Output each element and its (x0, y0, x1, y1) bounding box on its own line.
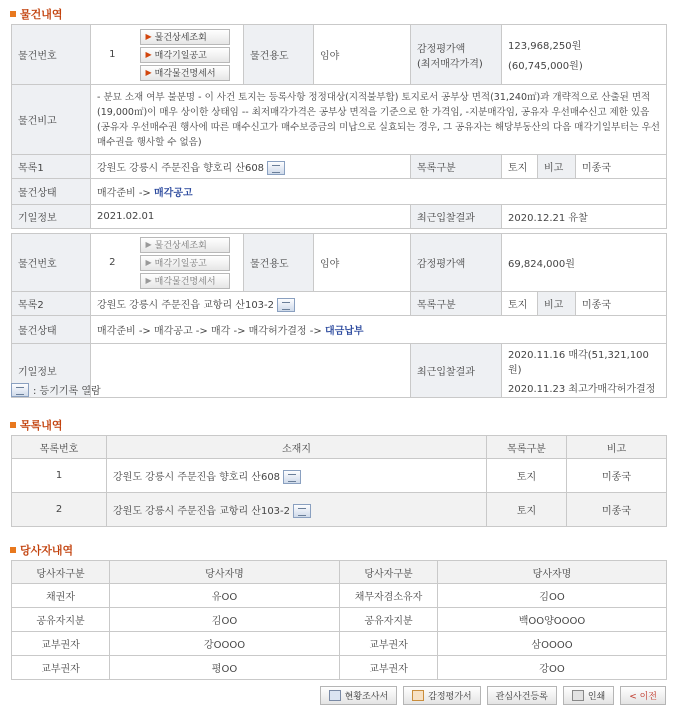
section-title-property: 물건내역 (10, 6, 63, 22)
register-interest-button[interactable]: 관심사건등록 (487, 686, 557, 705)
item2-note: 미종국 (576, 292, 667, 316)
list-type-label: 목록구분 (411, 155, 502, 179)
item2-list-label: 목록2 (12, 292, 91, 316)
section-bullet-icon (10, 547, 16, 553)
item1-note: 미종국 (576, 155, 667, 179)
listing-header: 목록구분 (487, 436, 567, 459)
section-bullet-icon (10, 11, 16, 17)
listing-header: 소재지 (107, 436, 487, 459)
item1-usage: 임야 (314, 25, 411, 85)
table-row: 채권자 유OO 채무자겸소유자 김OO (12, 584, 667, 608)
item1-spec-button[interactable]: ▶ 매각물건명세서 (140, 65, 230, 81)
parties-table (11, 560, 667, 680)
arrow-right-icon: ▶ (145, 32, 152, 41)
arrow-right-icon: ▶ (145, 68, 152, 77)
table-row: 교부권자 평OO 교부권자 강OO (12, 656, 667, 680)
arrow-right-icon: ▶ (145, 258, 152, 267)
item2-detail-button[interactable]: ▶ 물건상세조회 (140, 237, 230, 253)
item1-status: 매각준비 -> 매각공고 (91, 179, 667, 205)
edit-document-icon (412, 690, 424, 701)
item2-no: 2 (91, 234, 134, 292)
appraisal-report-button[interactable]: 감정평가서 (403, 686, 480, 705)
status-label: 물건상태 (12, 316, 91, 344)
table-row: 공유자지분 김OO 공유자지분 백OO양OOOO (12, 608, 667, 632)
note-label: 비고 (538, 292, 576, 316)
item2-table (11, 233, 667, 398)
item1-list-type: 토지 (502, 155, 538, 179)
table-row: 2 강원도 강릉시 주문진읍 교항리 산103-2 토지 미종국 (12, 493, 667, 527)
parties-header: 당사자구분 (12, 561, 110, 584)
list-type-label: 목록구분 (411, 292, 502, 316)
print-button[interactable]: 인쇄 (563, 686, 614, 705)
item-no-label: 물건번호 (12, 234, 91, 292)
remarks-label: 물건비고 (12, 85, 91, 155)
recent-result-label: 최근입찰결과 (411, 205, 502, 229)
listing-table (11, 435, 667, 527)
item2-result: 2020.11.16 매각(51,321,100원) 2020.11.23 최고가매각허가결정 (502, 344, 667, 398)
item-no-label: 물건번호 (12, 25, 91, 85)
parties-header: 당사자명 (438, 561, 667, 584)
parties-header: 당사자명 (110, 561, 340, 584)
section-title-parties: 당사자내역 (10, 542, 73, 558)
parties-header: 당사자구분 (340, 561, 438, 584)
registry-view-icon (11, 383, 29, 397)
note-label: 비고 (538, 155, 576, 179)
registry-view-icon[interactable] (277, 298, 295, 312)
table-row: 교부권자 강OOOO 교부권자 삼OOOO (12, 632, 667, 656)
section-title-listing: 목록내역 (10, 417, 63, 433)
arrow-right-icon: ▶ (145, 50, 152, 59)
date-info-label: 기일정보 (12, 344, 91, 398)
item2-usage: 임야 (314, 234, 411, 292)
recent-result-label: 최근입찰결과 (411, 344, 502, 398)
registry-view-icon[interactable] (283, 470, 301, 484)
item1-appraisal: 123,968,250원 (60,745,000원) (502, 25, 667, 85)
table-row: 1 강원도 강릉시 주문진읍 향호리 산608 토지 미종국 (12, 459, 667, 493)
item2-buttons (134, 234, 244, 292)
arrow-right-icon: ▶ (145, 276, 152, 285)
listing-header: 비고 (567, 436, 667, 459)
appraisal-label: 감정평가액 (최저매각가격) (411, 25, 502, 85)
item1-list-label: 목록1 (12, 155, 91, 179)
item1-detail-button[interactable]: ▶ 물건상세조회 (140, 29, 230, 45)
listing-header: 목록번호 (12, 436, 107, 459)
item1-buttons (134, 25, 244, 85)
registry-legend: : 등기기록 열람 (11, 382, 101, 397)
item2-appraisal: 69,824,000원 (502, 234, 667, 292)
item1-result: 2020.12.21 유찰 (502, 205, 667, 229)
item1-schedule-button[interactable]: ▶ 매각기일공고 (140, 47, 230, 63)
registry-view-icon[interactable] (267, 161, 285, 175)
appraisal-label: 감정평가액 (411, 234, 502, 292)
item1-no: 1 (91, 25, 134, 85)
item1-table (11, 24, 667, 229)
item2-date-info (91, 344, 411, 398)
bottom-action-bar (320, 686, 666, 705)
usage-label: 물건용도 (244, 25, 314, 85)
item1-date-info: 2021.02.01 (91, 205, 411, 229)
item1-address-cell: 강원도 강릉시 주문진읍 향호리 산608 (91, 155, 411, 179)
document-icon (329, 690, 341, 701)
status-label: 물건상태 (12, 179, 91, 205)
item2-list-type: 토지 (502, 292, 538, 316)
item2-spec-button[interactable]: ▶ 매각물건명세서 (140, 273, 230, 289)
arrow-right-icon: ▶ (145, 240, 152, 249)
survey-report-button[interactable]: 현황조사서 (320, 686, 397, 705)
item2-status: 매각준비 -> 매각공고 -> 매각 -> 매각허가결정 -> 대금납부 (91, 316, 667, 344)
printer-icon (572, 690, 584, 701)
registry-view-icon[interactable] (293, 504, 311, 518)
item2-schedule-button[interactable]: ▶ 매각기일공고 (140, 255, 230, 271)
usage-label: 물건용도 (244, 234, 314, 292)
date-info-label: 기일정보 (12, 205, 91, 229)
prev-button[interactable]: < 이전 (620, 686, 666, 705)
item1-remarks: - 분묘 소재 여부 불분명 - 이 사건 토지는 등록사항 정정대상(지적불부합) 토지로서 공부상 면적(31,240㎡)과 개략적으로 산출된 면적(19,000㎡)이 매우 상이한 상태임 -- 최저매각가격은 공부상 면적을 기준으로 한 가격임, -지분매각임, 공유자 우선매수신고 제한 있음(공유자 우선매수권 행사에 따른 매수신고가 매수보증금의 미납으로 실효되는 경우, 그 공유자는 해당부동산의 다음 매각기일부터는 우선매수권을 행사할 수 없음) (91, 85, 667, 155)
item2-address-cell: 강원도 강릉시 주문진읍 교항리 산103-2 (91, 292, 411, 316)
section-bullet-icon (10, 422, 16, 428)
